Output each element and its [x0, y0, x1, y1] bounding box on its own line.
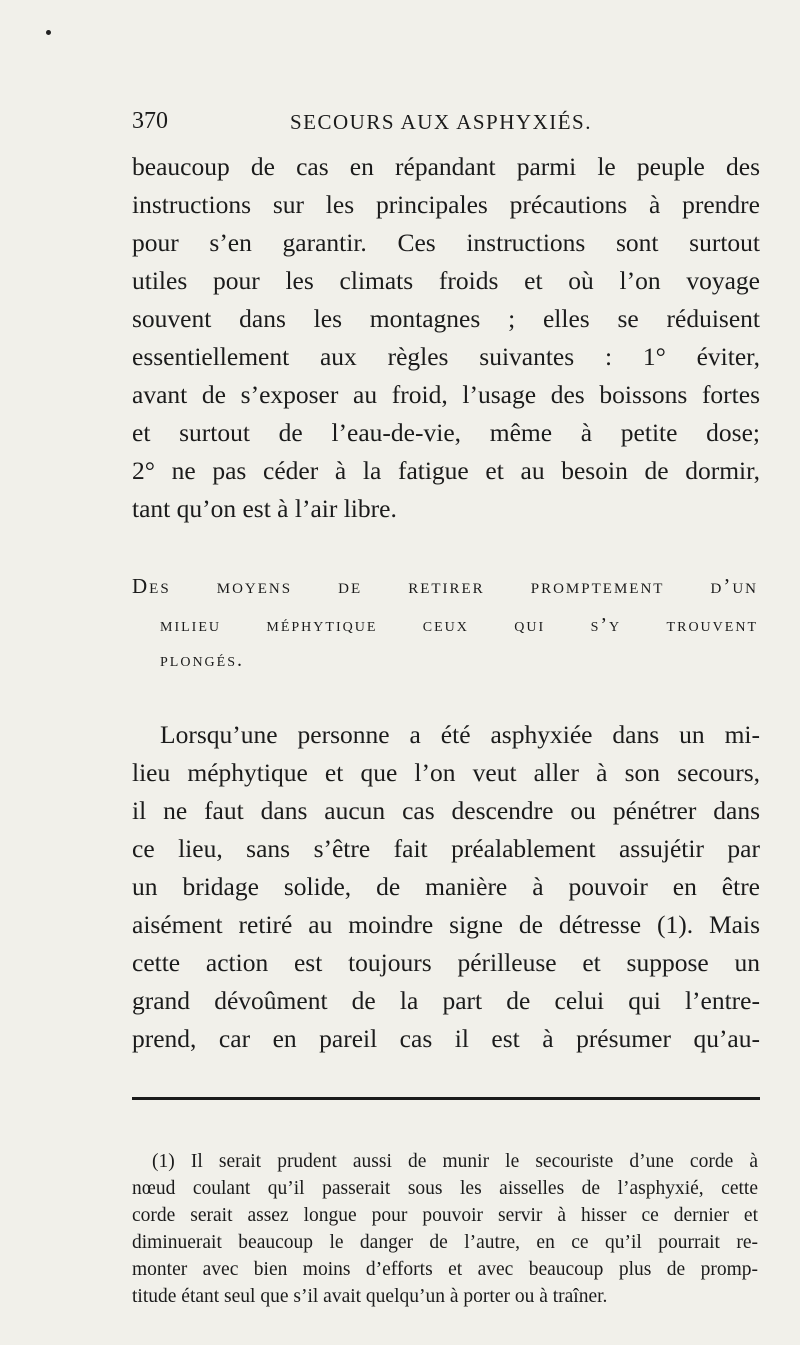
paragraph2-line: prend, car en pareil cas il est à présumer qu’au-: [132, 1024, 760, 1053]
paragraph1-line: instructions sur les principales précautions à prendre: [132, 190, 760, 219]
paragraph1-line: avant de s’exposer au froid, l’usage des boissons fortes: [132, 380, 760, 409]
paragraph1-line: pour s’en garantir. Ces instructions sont surtout: [132, 228, 760, 257]
paragraph2-line: aisément retiré au moindre signe de détresse (1). Mais: [132, 910, 760, 939]
paragraph2-line: cette action est toujours périlleuse et suppose un: [132, 948, 760, 977]
footnote-line: nœud coulant qu’il passerait sous les aisselles de l’asphyxié, cette: [132, 1178, 758, 1199]
paragraph1-line: tant qu’on est à l’air libre.: [132, 494, 397, 523]
paragraph2-line: grand dévoûment de la part de celui qui l’entre-: [132, 986, 760, 1015]
paragraph1-line: essentiellement aux règles suivantes : 1° éviter,: [132, 342, 760, 371]
page-number: 370: [132, 108, 168, 134]
section-heading-line: plongés.: [160, 649, 245, 671]
running-title: SECOURS AUX ASPHYXIÉS.: [290, 110, 592, 134]
paragraph1-line: 2° ne pas céder à la fatigue et au besoin de dormir,: [132, 456, 760, 485]
paragraph2-line: ce lieu, sans s’être fait préalablement assujétir par: [132, 834, 760, 863]
paragraph2-line: lieu méphytique et que l’on veut aller à son secours,: [132, 758, 760, 787]
paragraph2-line: il ne faut dans aucun cas descendre ou pénétrer dans: [132, 796, 760, 825]
footnote-line: (1) Il serait prudent aussi de munir le secouriste d’une corde à: [152, 1151, 758, 1172]
paragraph1-line: utiles pour les climats froids et où l’on voyage: [132, 266, 760, 295]
footnote-line: corde serait assez longue pour pouvoir servir à hisser ce dernier et: [132, 1205, 758, 1226]
paragraph1-line: et surtout de l’eau-de-vie, même à petite dose;: [132, 418, 760, 447]
footnote-line: monter avec bien moins d’efforts et avec beaucoup plus de promp-: [132, 1259, 758, 1280]
footnote-line: diminuerait beaucoup le danger de l’autre, en ce qu’il pourrait re-: [132, 1232, 758, 1253]
section-heading-line: Des moyens de retirer promptement d’un: [132, 574, 758, 598]
paragraph1-line: souvent dans les montagnes ; elles se réduisent: [132, 304, 760, 333]
ink-spot: [46, 30, 51, 35]
footnote-line: titude étant seul que s’il avait quelqu’un à porter ou à traîner.: [132, 1286, 608, 1307]
running-head: [132, 108, 762, 142]
paragraph2-line: un bridage solide, de manière à pouvoir en être: [132, 872, 760, 901]
paragraph1-line: beaucoup de cas en répandant parmi le peuple des: [132, 152, 760, 181]
section-heading-line: milieu méphytique ceux qui s’y trouvent: [160, 614, 758, 636]
footnote-rule: [132, 1097, 760, 1100]
paragraph2-line: Lorsqu’une personne a été asphyxiée dans un mi-: [160, 720, 760, 749]
